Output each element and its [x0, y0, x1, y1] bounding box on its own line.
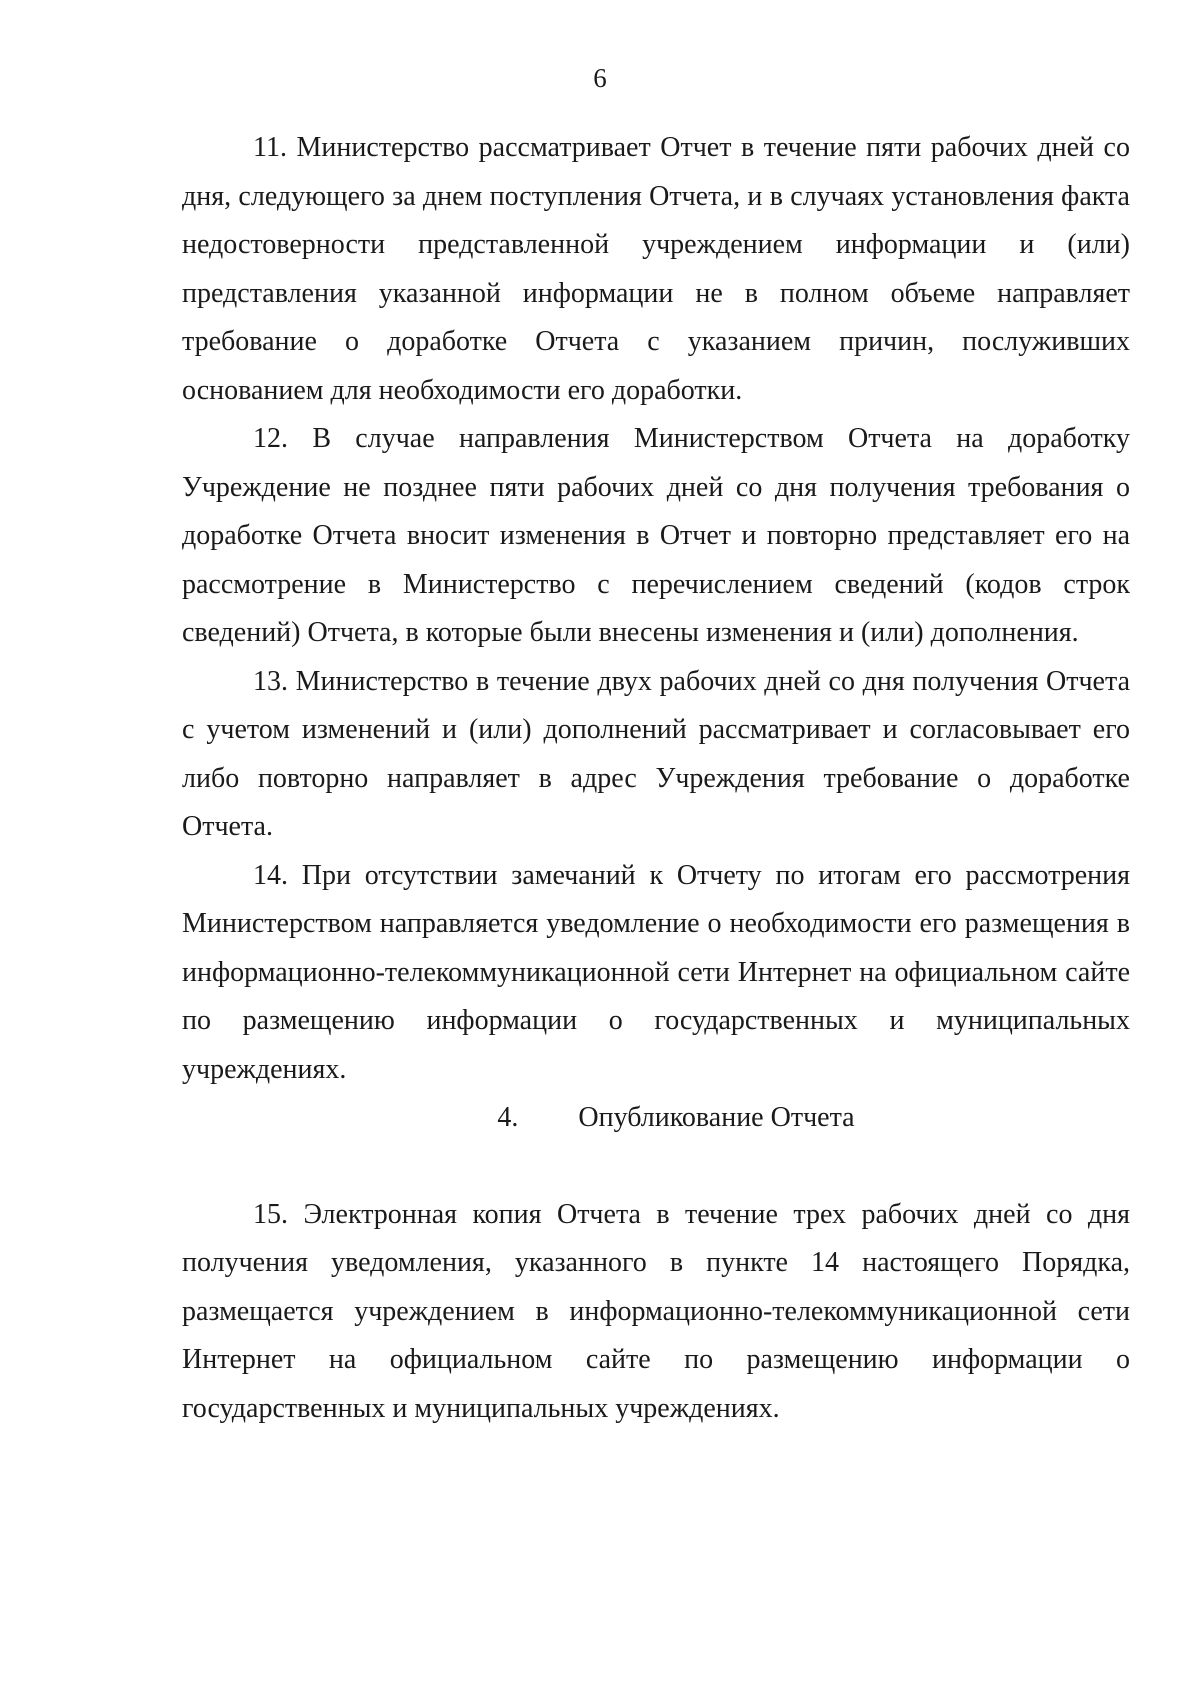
- paragraph-11: 11. Министерство рассматривает Отчет в течение пяти рабочих дней со дня, следующего за днем поступления Отчета, и в случаях установления факта недостоверности представленной учреждением информации и (или) представления указанной информации не в полном объеме направляет требование о доработке Отчета с указанием причин, послуживших основанием для необходимости его доработки.: [182, 132, 1130, 406]
- document-body: [182, 124, 1130, 1433]
- section-number: 4.: [497, 1102, 519, 1133]
- section-title: Опубликование Отчета: [578, 1102, 855, 1133]
- section-heading: [182, 1094, 1130, 1143]
- paragraph-15: 15. Электронная копия Отчета в течение трех рабочих дней со дня получения уведомления, указанного в пункте 14 настоящего Порядка, размещается учреждением в информационно-телекоммуникационной сети Интернет на официальном сайте по размещению информации о государственных и муниципальных учреждениях.: [182, 1198, 1130, 1424]
- paragraph-13: 13. Министерство в течение двух рабочих дней со дня получения Отчета с учетом изменений и (или) дополнений рассматривает и согласовывает его либо повторно направляет в адрес Учреждения требование о доработке Отчета.: [182, 665, 1130, 842]
- page-number: 6: [593, 63, 607, 93]
- paragraph-14: 14. При отсутствии замечаний к Отчету по итогам его рассмотрения Министерством направляется уведомление о необходимости его размещения в информационно-телекоммуникационной сети Интернет на официальном сайте по размещению информации о государственных и муниципальных учреждениях.: [182, 859, 1130, 1085]
- paragraph-12: 12. В случае направления Министерством Отчета на доработку Учреждение не позднее пяти рабочих дней со дня получения требования о доработке Отчета вносит изменения в Отчет и повторно представляет его на рассмотрение в Министерство с перечислением сведений (кодов строк сведений) Отчета, в которые были внесены изменения и (или) дополнения.: [182, 423, 1130, 648]
